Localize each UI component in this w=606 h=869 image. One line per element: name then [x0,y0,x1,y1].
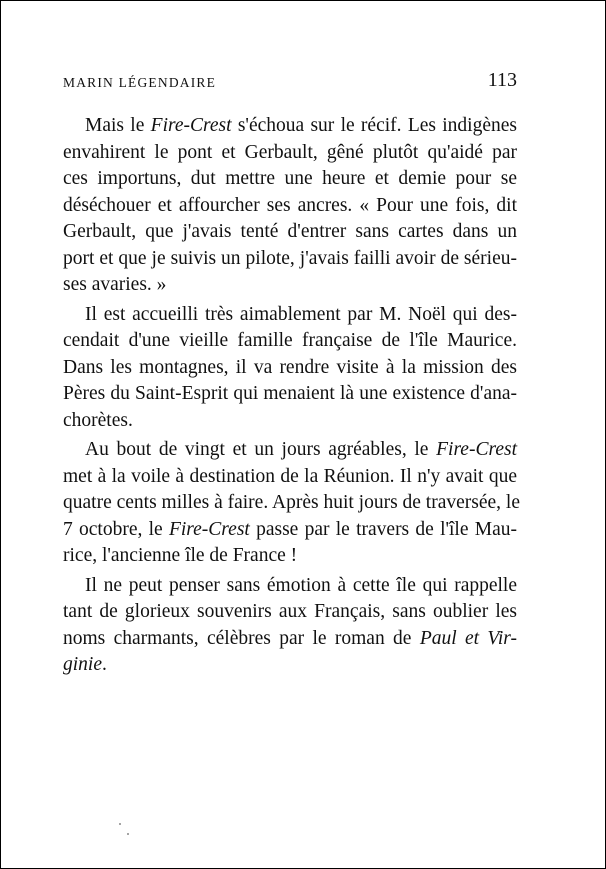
text-line [63,437,517,464]
italic-text: Fire-Crest [150,115,232,136]
text-run: ces importuns, dut mettre une heure et demie pour se [63,168,517,189]
paragraph [63,113,517,299]
text-line [63,272,517,299]
text-run: Pères du Saint-Esprit qui menaient là une existence d'ana- [63,383,517,404]
text-line [63,490,520,517]
text-line [63,543,517,570]
text-line [63,599,517,626]
italic-text: ginie [63,654,102,675]
text-line [63,408,517,435]
text-line [63,166,517,193]
text-run: s'échoua sur le récif. Les indigènes [231,115,517,136]
text-run: envahirent le pont et Gerbault, gêné plutôt qu'aidé par [63,141,517,163]
text-run: Au bout de vingt et un jours agréables, le [85,439,437,460]
speck [119,823,121,825]
text-run: tant de glorieux souvenirs aux Français, sans oublier les [63,601,517,622]
text-run: déséchouer et affourcher ses ancres. « Pour une fois, dit [63,194,517,216]
running-title: MARIN LÉGENDAIRE [63,75,217,90]
text-run: chorètes. [63,409,133,431]
page-header [63,69,517,93]
body-text [63,113,520,682]
text-line [63,573,517,600]
text-run: rice, l'ancienne île de France ! [63,545,298,566]
text-run: 7 octobre, le [63,518,169,540]
text-run: met à la voile à destination de la Réunion. Il n'y avait que [63,465,517,487]
text-line [63,302,517,329]
text-run: Dans les montagnes, il va rendre visite à la mission des [63,356,517,378]
text-run: Il ne peut penser sans émotion à cette île qui rappelle [85,574,517,596]
text-run: port et que je suivis un pilote, j'avais failli avoir de sérieu- [63,247,517,269]
text-run: Il est accueilli très aimablement par M. Noël qui des- [85,303,517,325]
text-line [63,140,517,167]
text-run: passe par le travers de l'île Mau- [249,518,517,540]
text-run: . [102,654,107,675]
text-run: Mais le [85,115,151,136]
italic-text: Fire-Crest [168,518,250,540]
text-line [63,464,517,491]
paragraph [63,302,517,435]
italic-text: Fire-Crest [436,439,517,460]
speck [127,833,129,835]
text-line [63,246,517,273]
italic-text: Paul et Vir- [419,627,517,649]
paragraph [63,573,517,679]
text-line [63,328,517,355]
page-number: 113 [487,69,517,91]
text-line [63,652,517,679]
text-line [63,381,517,408]
text-line [63,355,517,382]
text-line [63,193,517,220]
text-line [63,219,517,246]
text-line [63,626,517,653]
text-run: Gerbault, que j'avais tenté d'entrer sans cartes dans un [63,221,517,242]
text-run: cendait d'une vieille famille française de l'île Maurice. [63,330,517,351]
paragraph [63,437,520,570]
text-run: quatre cents milles à faire. Après huit jours de traversée, le [63,492,520,513]
text-line [63,517,517,544]
text-line [63,113,517,140]
text-run: ses avaries. » [63,274,167,295]
text-run: noms charmants, célèbres par le roman de [63,627,420,649]
